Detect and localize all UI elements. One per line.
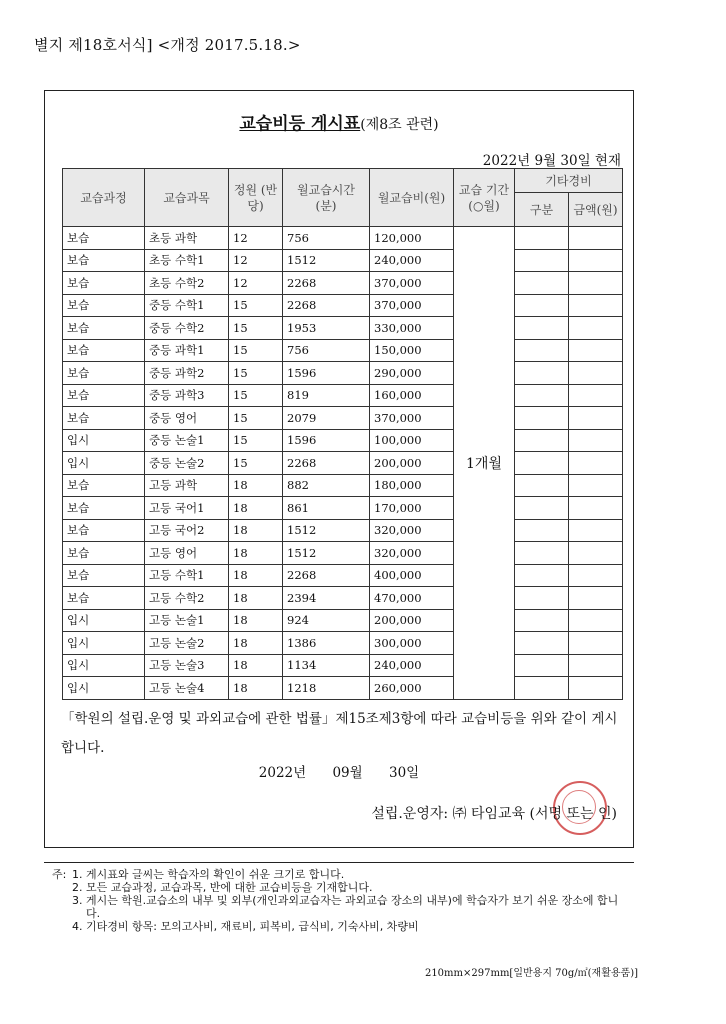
cell-monthly-fee: 330,000 [370,317,454,340]
cell-capacity: 18 [229,654,283,677]
cell-capacity: 15 [229,407,283,430]
cell-other-type [515,474,569,497]
footnote-item: 1. 게시표와 글씨는 학습자의 확인이 쉬운 크기로 합니다. [86,868,632,881]
title-main: 교습비등 게시표 [239,114,361,134]
cell-other-amount [569,272,623,295]
table-row [63,632,623,655]
cell-capacity: 18 [229,497,283,520]
cell-monthly-hours: 2268 [283,294,370,317]
cell-other-type [515,587,569,610]
cell-other-amount [569,519,623,542]
cell-other-amount [569,654,623,677]
cell-other-type [515,294,569,317]
cell-monthly-hours: 1953 [283,317,370,340]
cell-other-type [515,497,569,520]
cell-subject: 중등 과학1 [145,339,229,362]
operator-signature-line: 설립.운영자: ㈜ 타임교육 (서명 또는 인) [371,806,617,822]
cell-course: 보습 [63,249,145,272]
cell-monthly-fee: 300,000 [370,632,454,655]
cell-capacity: 12 [229,272,283,295]
cell-course: 보습 [63,474,145,497]
cell-course: 보습 [63,294,145,317]
cell-capacity: 18 [229,677,283,700]
cell-course: 보습 [63,497,145,520]
cell-monthly-hours: 2268 [283,452,370,475]
cell-other-amount [569,452,623,475]
cell-period: 1개월 [454,227,515,700]
table-row [63,249,623,272]
cell-monthly-fee: 170,000 [370,497,454,520]
cell-monthly-hours: 819 [283,384,370,407]
table-row [63,384,623,407]
cell-subject: 고등 영어 [145,542,229,565]
cell-subject: 중등 논술2 [145,452,229,475]
fee-notice-frame [44,90,634,848]
cell-subject: 중등 논술1 [145,429,229,452]
cell-other-type [515,452,569,475]
table-row [63,609,623,632]
cell-monthly-hours: 2268 [283,272,370,295]
cell-subject: 초등 수학1 [145,249,229,272]
cell-monthly-fee: 240,000 [370,654,454,677]
cell-capacity: 18 [229,587,283,610]
cell-monthly-fee: 320,000 [370,519,454,542]
cell-course: 보습 [63,362,145,385]
cell-subject: 고등 국어1 [145,497,229,520]
cell-other-amount [569,497,623,520]
cell-other-amount [569,384,623,407]
cell-other-type [515,272,569,295]
cell-other-amount [569,677,623,700]
footnotes [52,868,632,933]
cell-monthly-fee: 370,000 [370,272,454,295]
cell-monthly-fee: 160,000 [370,384,454,407]
date-year: 2022년 [258,765,307,781]
cell-monthly-fee: 320,000 [370,542,454,565]
cell-other-amount [569,407,623,430]
cell-monthly-hours: 882 [283,474,370,497]
cell-other-amount [569,227,623,250]
header-subject: 교습과목 [145,169,229,227]
cell-course: 보습 [63,519,145,542]
table-row [63,677,623,700]
table-row [63,542,623,565]
form-number-label: 별지 제18호서식] <개정 2017.5.18.> [34,36,301,54]
table-row [63,519,623,542]
cell-other-type [515,654,569,677]
cell-course: 보습 [63,227,145,250]
header-period: 교습 기간 (○월) [454,169,515,227]
posting-date [45,761,633,781]
cell-subject: 고등 수학2 [145,587,229,610]
cell-other-type [515,384,569,407]
cell-capacity: 18 [229,609,283,632]
cell-subject: 중등 수학1 [145,294,229,317]
cell-monthly-fee: 100,000 [370,429,454,452]
cell-monthly-fee: 120,000 [370,227,454,250]
header-other-costs: 기타경비 [515,169,623,193]
table-row [63,339,623,362]
cell-course: 입시 [63,609,145,632]
as-of-date: 2022년 9월 30일 현재 [482,153,621,169]
date-day: 30일 [389,765,420,781]
cell-subject: 고등 국어2 [145,519,229,542]
cell-subject: 고등 논술1 [145,609,229,632]
fee-table-body [63,227,623,700]
cell-capacity: 18 [229,564,283,587]
footnotes-list [52,868,632,933]
cell-subject: 고등 논술4 [145,677,229,700]
notes-divider [44,862,634,863]
cell-course: 입시 [63,654,145,677]
table-row [63,497,623,520]
cell-subject: 중등 과학2 [145,362,229,385]
cell-other-amount [569,632,623,655]
cell-monthly-hours: 1512 [283,249,370,272]
cell-course: 입시 [63,677,145,700]
cell-subject: 고등 수학1 [145,564,229,587]
cell-other-amount [569,317,623,340]
cell-monthly-hours: 1512 [283,542,370,565]
cell-capacity: 15 [229,362,283,385]
footnote-item: 3. 게시는 학원.교습소의 내부 및 외부(개인과외교습자는 과외교습 장소의 내부)에 학습자가 보기 쉬운 장소에 합니다. [86,894,632,920]
cell-course: 보습 [63,587,145,610]
cell-other-type [515,407,569,430]
cell-monthly-fee: 290,000 [370,362,454,385]
cell-other-type [515,249,569,272]
cell-other-type [515,632,569,655]
title-sub: (제8조 관련) [360,117,439,133]
cell-other-amount [569,609,623,632]
fee-table [62,168,623,700]
cell-course: 보습 [63,407,145,430]
legal-notice: 「학원의 설립.운영 및 과외교습에 관한 법률」제15조제3항에 따라 교습비등을 위와 같이 게시합니다. [61,711,618,756]
cell-subject: 고등 논술3 [145,654,229,677]
cell-capacity: 15 [229,317,283,340]
cell-capacity: 18 [229,632,283,655]
cell-monthly-fee: 180,000 [370,474,454,497]
cell-other-amount [569,339,623,362]
cell-capacity: 18 [229,542,283,565]
cell-capacity: 12 [229,249,283,272]
cell-other-type [515,362,569,385]
cell-monthly-hours: 861 [283,497,370,520]
cell-other-amount [569,474,623,497]
cell-monthly-hours: 756 [283,227,370,250]
cell-subject: 고등 과학 [145,474,229,497]
cell-other-type [515,519,569,542]
cell-capacity: 15 [229,429,283,452]
table-row [63,294,623,317]
cell-other-amount [569,587,623,610]
footnotes-lead: 주: [52,868,67,881]
cell-monthly-hours: 1386 [283,632,370,655]
cell-other-type [515,339,569,362]
cell-other-amount [569,564,623,587]
header-capacity: 정원 (반당) [229,169,283,227]
cell-monthly-hours: 2394 [283,587,370,610]
cell-subject: 초등 수학2 [145,272,229,295]
footnote-item: 4. 기타경비 항목: 모의고사비, 재료비, 피복비, 급식비, 기숙사비, 차량비 [86,920,632,933]
cell-course: 보습 [63,564,145,587]
cell-monthly-fee: 400,000 [370,564,454,587]
cell-capacity: 15 [229,339,283,362]
cell-other-type [515,564,569,587]
cell-monthly-hours: 1596 [283,429,370,452]
cell-course: 보습 [63,317,145,340]
cell-monthly-fee: 470,000 [370,587,454,610]
paper-spec: 210mm×297mm[일반용지 70g/㎡(재활용품)] [424,968,638,979]
cell-other-amount [569,249,623,272]
cell-other-type [515,542,569,565]
page-title [45,109,633,134]
table-row [63,429,623,452]
cell-monthly-hours: 2079 [283,407,370,430]
cell-subject: 중등 영어 [145,407,229,430]
cell-capacity: 15 [229,384,283,407]
cell-other-amount [569,542,623,565]
cell-other-type [515,317,569,340]
header-course: 교습과정 [63,169,145,227]
table-row [63,564,623,587]
cell-other-type [515,429,569,452]
table-row [63,407,623,430]
cell-monthly-fee: 260,000 [370,677,454,700]
cell-monthly-hours: 756 [283,339,370,362]
cell-monthly-hours: 924 [283,609,370,632]
cell-course: 입시 [63,452,145,475]
cell-other-amount [569,429,623,452]
cell-capacity: 15 [229,452,283,475]
table-row [63,362,623,385]
cell-monthly-hours: 1134 [283,654,370,677]
cell-monthly-fee: 370,000 [370,294,454,317]
cell-subject: 고등 논술2 [145,632,229,655]
cell-course: 보습 [63,384,145,407]
cell-capacity: 15 [229,294,283,317]
cell-other-amount [569,362,623,385]
cell-subject: 중등 수학2 [145,317,229,340]
cell-monthly-hours: 1512 [283,519,370,542]
table-row [63,272,623,295]
table-row [63,452,623,475]
cell-course: 보습 [63,272,145,295]
cell-capacity: 12 [229,227,283,250]
cell-course: 보습 [63,339,145,362]
cell-other-amount [569,294,623,317]
cell-monthly-hours: 1596 [283,362,370,385]
cell-monthly-fee: 200,000 [370,452,454,475]
cell-capacity: 18 [229,474,283,497]
table-row [63,227,623,250]
cell-other-type [515,677,569,700]
cell-other-type [515,609,569,632]
cell-subject: 중등 과학3 [145,384,229,407]
date-month: 09월 [332,765,363,781]
cell-monthly-hours: 1218 [283,677,370,700]
cell-other-type [515,227,569,250]
table-row [63,654,623,677]
footnote-item: 2. 모든 교습과정, 교습과목, 반에 대한 교습비등을 기재합니다. [86,881,632,894]
table-row [63,474,623,497]
cell-monthly-fee: 200,000 [370,609,454,632]
table-row [63,587,623,610]
table-row [63,317,623,340]
header-other-type: 구분 [515,193,569,227]
cell-monthly-fee: 370,000 [370,407,454,430]
cell-subject: 초등 과학 [145,227,229,250]
cell-course: 입시 [63,429,145,452]
header-monthly-hours: 월교습시간(분) [283,169,370,227]
cell-course: 보습 [63,542,145,565]
cell-capacity: 18 [229,519,283,542]
header-other-amount: 금액(원) [569,193,623,227]
header-monthly-fee: 월교습비(원) [370,169,454,227]
cell-course: 입시 [63,632,145,655]
cell-monthly-fee: 240,000 [370,249,454,272]
cell-monthly-fee: 150,000 [370,339,454,362]
cell-monthly-hours: 2268 [283,564,370,587]
